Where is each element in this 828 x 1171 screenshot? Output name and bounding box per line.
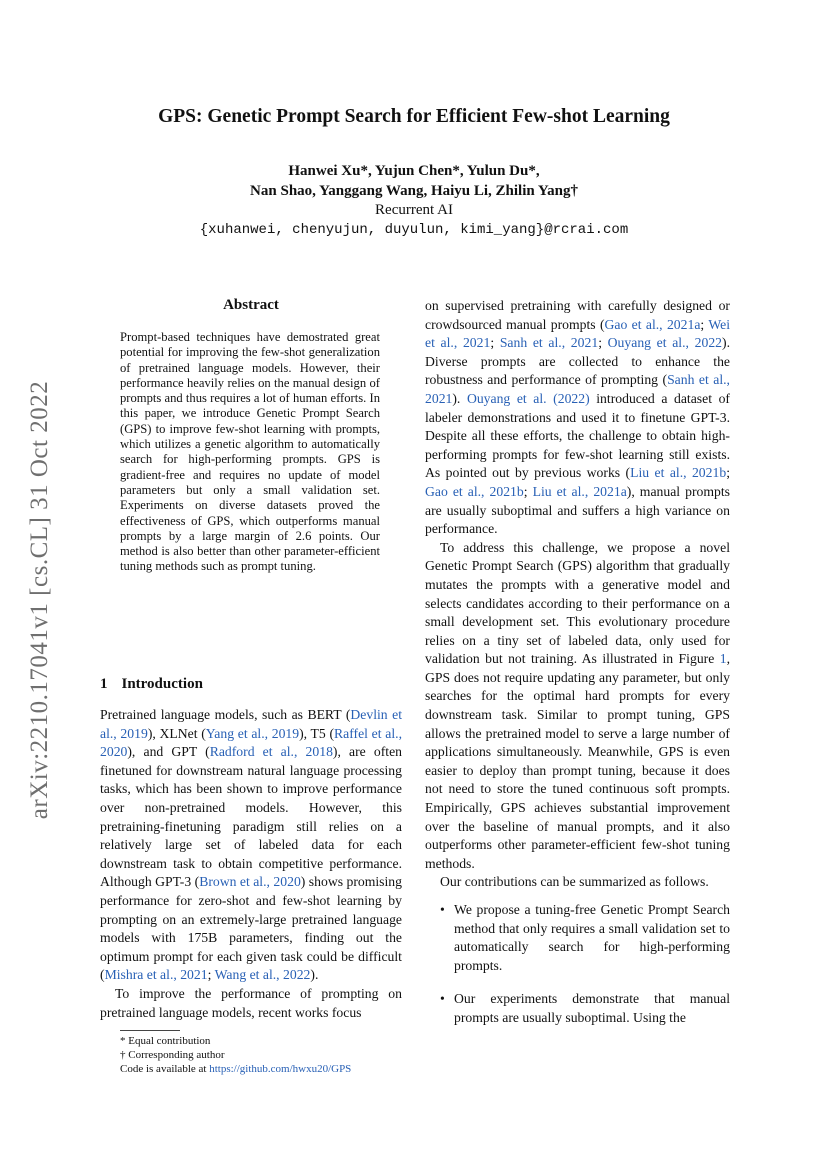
footnote-divider <box>120 1030 180 1031</box>
abstract-text: Prompt-based techniques have demostrated great potential for improving the few-shot generalization of pretrained language models. However, their performance heavily relies on the manual design of prompts and thus requires a lot of human efforts. In this paper, we introduce Genetic Prompt Search (GPS) to improve few-shot learning with prompts, which utilizes a genetic algorithm to automatically search for high-performing prompts. GPS is gradient-free and requires no update of model parameters but only a small validation set. Experiments on diverse datasets proved the effectiveness of GPS, which outperforms manual prompts by a large margin of 2.6 points. Our method is also better than other parameter-efficient tuning methods such as prompt tuning. <box>120 330 380 574</box>
intro-paragraph-1: Pretrained language models, such as BERT (Devlin et al., 2019), XLNet (Yang et al., 2019), T5 (Raffel et al., 2020), and GPT (Radford et al., 2018), are often finetuned for downstream natural language processing tasks, which has been shown to improve performance over non-pretrained models. However, this pretraining-finetuning paradigm still relies on a relatively large set of labeled data for each downstream task to obtain competitive performance. Although GPT-3 (Brown et al., 2020) shows promising performance for zero-shot and few-shot learning by prompting on an extremely-large pretrained language models with 175B parameters, finding out the optimum prompt for each given task could be difficult (Mishra et al., 2021; Wang et al., 2022). <box>100 707 402 983</box>
footnotes <box>120 1034 351 1076</box>
citation-link[interactable]: Gao et al., 2021a <box>604 316 701 332</box>
footnote-code-availability: Code is available at https://github.com/hwxu20/GPS <box>120 1063 352 1075</box>
author-list <box>0 161 828 201</box>
citation-link[interactable]: Ouyang et al., 2022 <box>607 335 723 351</box>
abstract-heading: Abstract <box>223 297 279 313</box>
citation-link[interactable]: Liu et al., 2021b <box>630 465 727 481</box>
intro-paragraph-4: To address this challenge, we propose a novel Genetic Prompt Search (GPS) algorithm that gradually mutates the prompts with a generative model and selects candidates according to their performance on a small development set. This evolutionary procedure relies on a tiny set of labeled data, only used for validation but not training. As illustrated in Figure 1, GPS does not require updating any parameter, but only searches for the optimal hard prompts for every downstream task. Similar to prompt tuning, GPS allows the pretrained model to serve a large number of applications simultaneously. Meanwhile, GPS is even easier to deploy than prompt tuning, because it does not need to store the tuned continuous soft prompts. Empirically, GPS achieves substantial improvement over the baseline of manual prompts, and it also outperforms other parameter-efficient few-shot tuning methods. <box>425 539 730 871</box>
affiliation: Recurrent AI <box>375 202 453 218</box>
authors-line-1: Hanwei Xu*, Yujun Chen*, Yulun Du*, <box>288 163 540 179</box>
list-item: • Our experiments demonstrate that manual prompts are usually suboptimal. Using the <box>454 990 730 1027</box>
citation-link[interactable]: Radford et al., 2018 <box>209 744 333 760</box>
citation-link[interactable]: Wang et al., 2022 <box>214 967 311 983</box>
arxiv-identifier: arXiv:2210.17041v1 [cs.CL] 31 Oct 2022 <box>26 380 53 820</box>
citation-link[interactable]: Wei et al., 2021 <box>425 316 731 351</box>
citation-link[interactable]: Sanh et al., 2021 <box>425 372 730 406</box>
contributions-list <box>425 901 730 1028</box>
section-title: Introduction <box>121 676 203 692</box>
citation-link[interactable]: Mishra et al., 2021 <box>104 967 208 983</box>
citation-link[interactable]: Raffel et al., 2020 <box>100 725 402 760</box>
authors-line-2: Nan Shao, Yanggang Wang, Haiyu Li, Zhilin Yang† <box>250 183 578 199</box>
citation-link[interactable]: Ouyang et al. (2022) <box>466 390 590 406</box>
citation-link[interactable]: Sanh et al., 2021 <box>499 335 599 351</box>
figure-reference-link[interactable]: 1 <box>719 651 727 667</box>
citation-link[interactable]: Liu et al., 2021a <box>532 483 627 499</box>
citation-link[interactable]: Brown et al., 2020 <box>199 874 301 890</box>
left-column-body <box>100 706 402 1022</box>
footnote-corresponding-author: † Corresponding author <box>120 1049 225 1061</box>
github-link[interactable]: https://github.com/hwxu20/GPS <box>209 1063 352 1075</box>
contributions-intro: Our contributions can be summarized as follows. <box>440 874 709 890</box>
arxiv-sidebar-stamp <box>20 340 60 860</box>
intro-paragraph-3: on supervised pretraining with carefully designed or crowdsourced manual prompts (Gao et al., 2021a; Wei et al., 2021; Sanh et al., 2021; Ouyang et al., 2022). Diverse prompts are collected to enhance the robustness and performance of prompting (Sanh et al., 2021). Ouyang et al. (2022) introduced a dataset of labeler demonstrations and used it to finetune GPT-3. Despite all these efforts, the challenge to obtain high-performing prompts for few-shot learning still exists. As pointed out by previous works (Liu et al., 2021b; Gao et al., 2021b; Liu et al., 2021a), manual prompts are usually suboptimal and suffers a high variance on performance. <box>425 298 731 537</box>
list-item: • We propose a tuning-free Genetic Prompt Search method that only requires a small validation set to automatically search for high-performing prompts. <box>454 901 730 975</box>
footnote-equal-contribution: * Equal contribution <box>120 1035 211 1047</box>
right-column-body <box>425 297 730 1043</box>
citation-link[interactable]: Yang et al., 2019 <box>205 725 300 741</box>
paper-title: GPS: Genetic Prompt Search for Efficient Few-shot Learning <box>158 106 670 127</box>
section-number: 1 <box>100 676 108 692</box>
section-heading-introduction <box>100 676 203 693</box>
author-emails: {xuhanwei, chenyujun, duyulun, kimi_yang}@rcrai.com <box>199 222 629 238</box>
citation-link[interactable]: Gao et al., 2021b <box>425 483 524 499</box>
citation-link[interactable]: Devlin et al., 2019 <box>100 707 402 741</box>
intro-paragraph-2: To improve the performance of prompting on pretrained language models, recent works focus <box>100 985 402 1020</box>
